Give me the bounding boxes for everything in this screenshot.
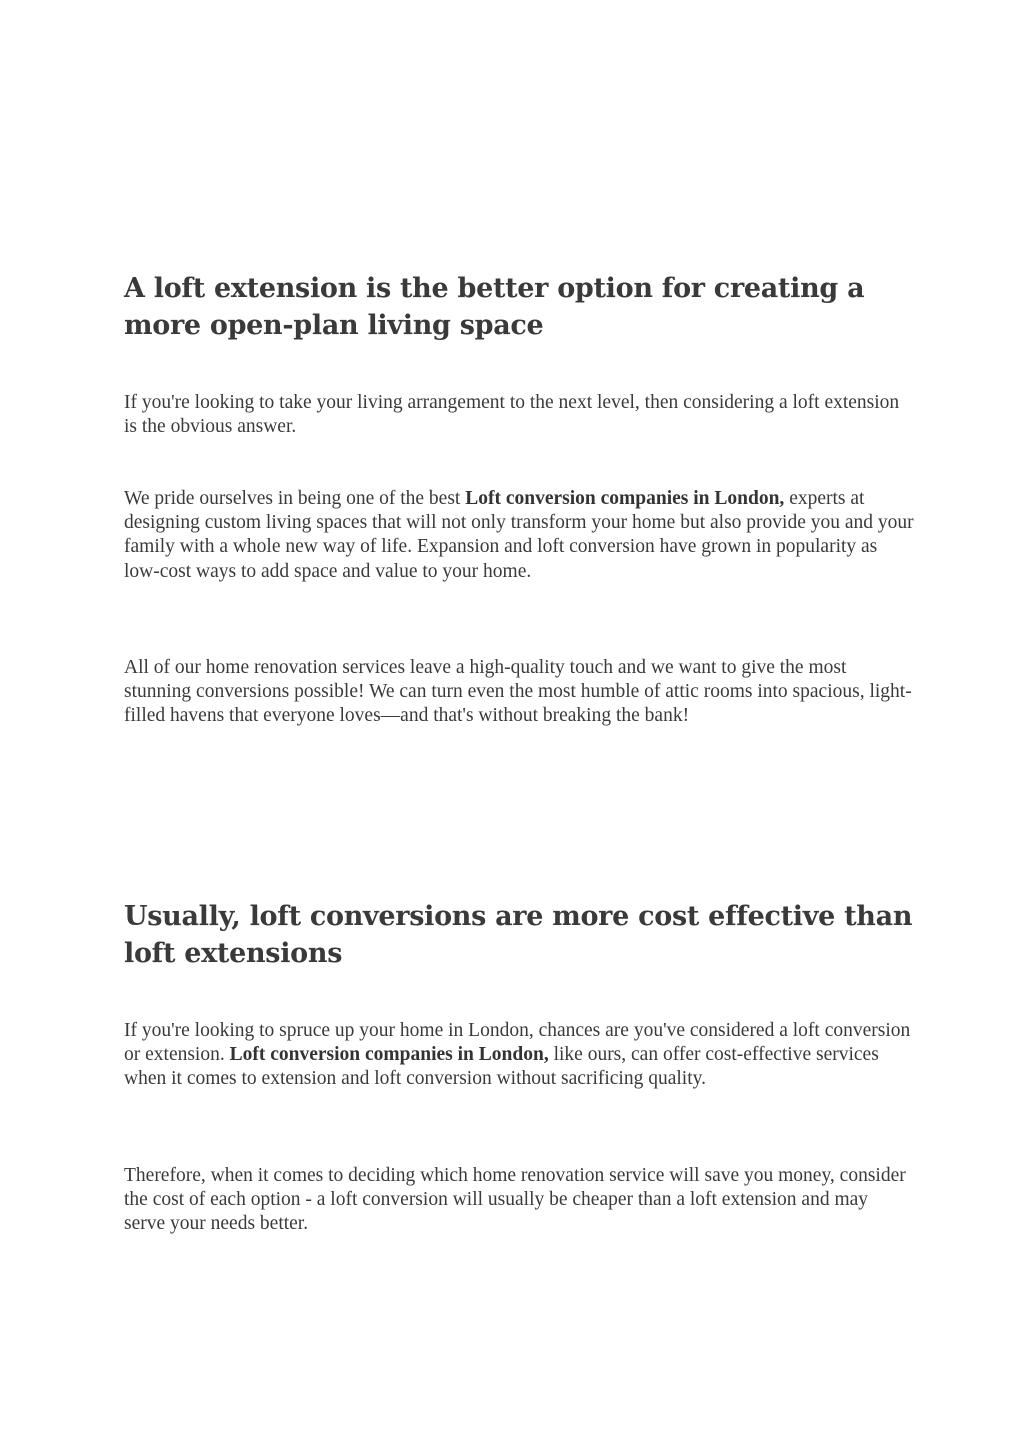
paragraph-text: like ours, can offer cost-effective services when it comes to extension and loft conversion without sacrificing quality. [124,1044,879,1090]
company-paragraph [124,487,914,584]
conclusion-paragraph: Therefore, when it comes to deciding which home renovation service will save you money, consider the cost of each option - a loft conversion will usually be cheaper than a loft extension and may serve your needs better. [124,1165,906,1235]
bold-phrase: Loft conversion companies in London, [465,488,785,509]
intro-paragraph: If you're looking to take your living arrangement to the next level, then considering a loft extension is the obvious answer. [124,392,900,438]
paragraph-text: If you're looking to spruce up your home in London, chances are you've considered a loft conversion or extension. [124,1020,911,1066]
paragraph-text: experts at designing custom living spaces that will not only transform your home but also provide you and your family with a whole new way of life. Expansion and loft conversion have grown in popularity as low-cost ways to add space and value to your home. [124,488,914,582]
section-heading-loft-extension: A loft extension is the better option for creating a more open-plan living space [124,273,865,341]
paragraph-text: We pride ourselves in being one of the best [124,488,466,509]
services-paragraph: All of our home renovation services leave a high-quality touch and we want to give the most stunning conversions possible! We can turn even the most humble of attic rooms into spacious, light-filled havens that everyone loves—and that's without breaking the bank! [124,657,912,727]
london-paragraph [124,1019,914,1092]
section-heading-cost-effective: Usually, loft conversions are more cost effective than loft extensions [124,901,913,969]
bold-phrase: Loft conversion companies in London, [229,1044,549,1066]
